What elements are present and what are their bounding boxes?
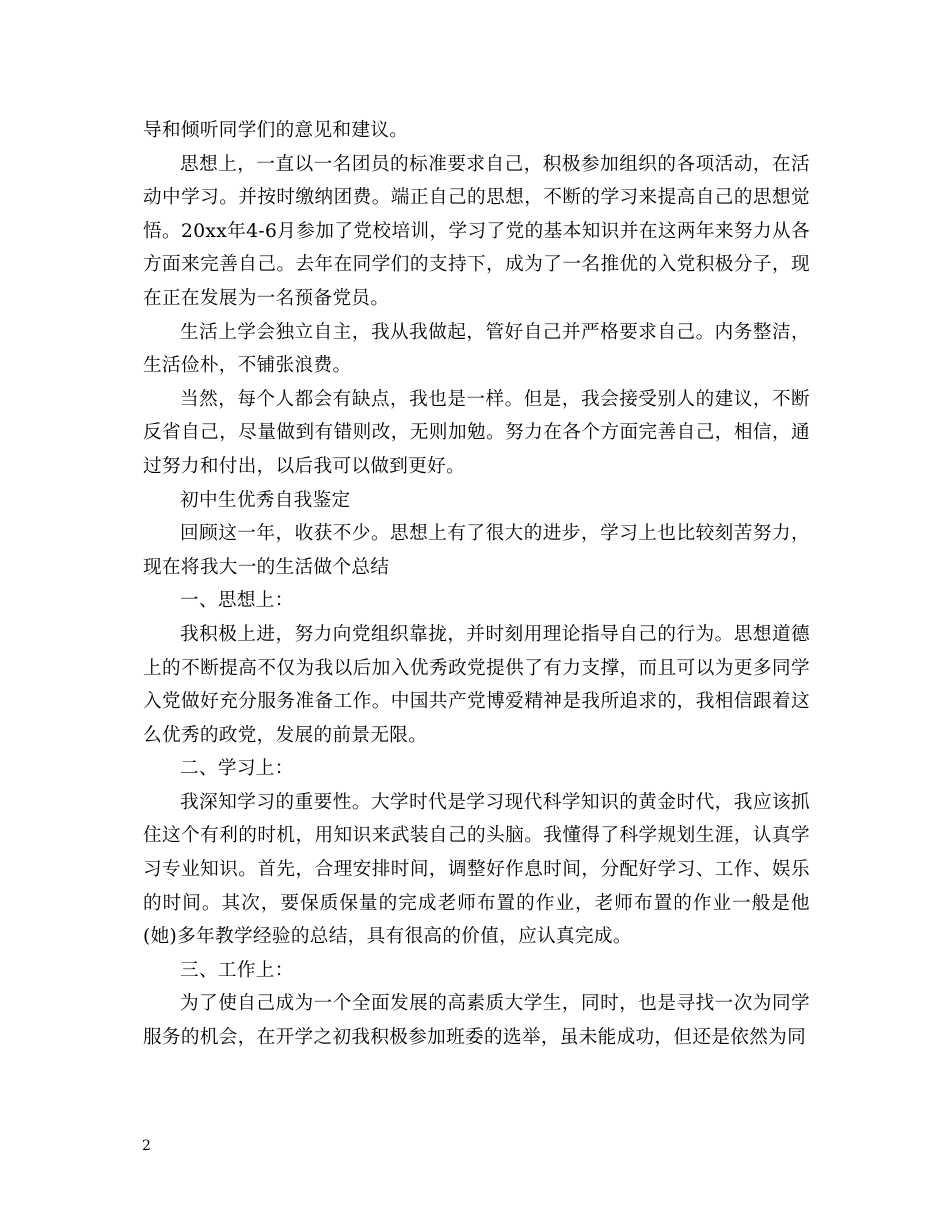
section-heading: 一、思想上： [180, 590, 294, 612]
paragraph: 当然，每个人都会有缺点，我也是一样。但是，我会接受别人的建议，不断反省自己，尽量做到有错则改，无则加勉。努力在各个方面完善自己，相信，通过努力和付出，以后我可以做到更好。 [143, 388, 810, 477]
paragraph: 我深知学习的重要性。大学时代是学习现代科学知识的黄金时代，我应该抓住这个有利的时机，用知识来武装自己的头脑。我懂得了科学规划生涯，认真学习专业知识。首先，合理安排时间，调整好作息时间，分配好学习、工作、娱乐的时间。其次，要保质保量的完成老师布置的作业，老师布置的作业一般是他(她)多年教学经验的总结，具有很高的价值，应认真完成。 [143, 791, 810, 948]
paragraph: 生活上学会独立自主，我从我做起，管好自己并严格要求自己。内务整洁，生活俭朴，不铺张浪费。 [143, 321, 810, 377]
paragraph: 回顾这一年，收获不少。思想上有了很大的进步，学习上也比较刻苦努力，现在将我大一的生活做个总结 [143, 523, 810, 578]
section-title: 初中生优秀自我鉴定 [180, 489, 351, 511]
page-number: 2 [142, 1138, 151, 1154]
paragraph: 为了使自己成为一个全面发展的高素质大学生，同时，也是寻找一次为同学服务的机会，在开学之初我积极参加班委的选举，虽未能成功，但还是依然为同 [143, 993, 810, 1049]
paragraph: 导和倾听同学们的意见和建议。 [143, 120, 409, 141]
section-heading: 二、学习上： [180, 758, 294, 780]
paragraph: 我积极上进，努力向党组织靠拢，并时刻用理论指导自己的行为。思想道德上的不断提高不仅为我以后加入优秀政党提供了有力支撑，而且可以为更多同学入党做好充分服务准备工作。中国共产党博爱精神是我所追求的，我相信跟着这么优秀的政党，发展的前景无限。 [143, 623, 810, 746]
section-heading: 三、工作上： [180, 959, 294, 981]
document-body [143, 114, 810, 1055]
paragraph: 思想上，一直以一名团员的标准要求自己，积极参加组织的各项活动，在活动中学习。并按时缴纳团费。端正自己的思想，不断的学习来提高自己的思想觉悟。20xx年4-6月参加了党校培训，学习了党的基本知识并在这两年来努力从各方面来完善自己。去年在同学们的支持下，成为了一名推优的入党积极分子，现在正在发展为一名预备党员。 [143, 153, 810, 309]
